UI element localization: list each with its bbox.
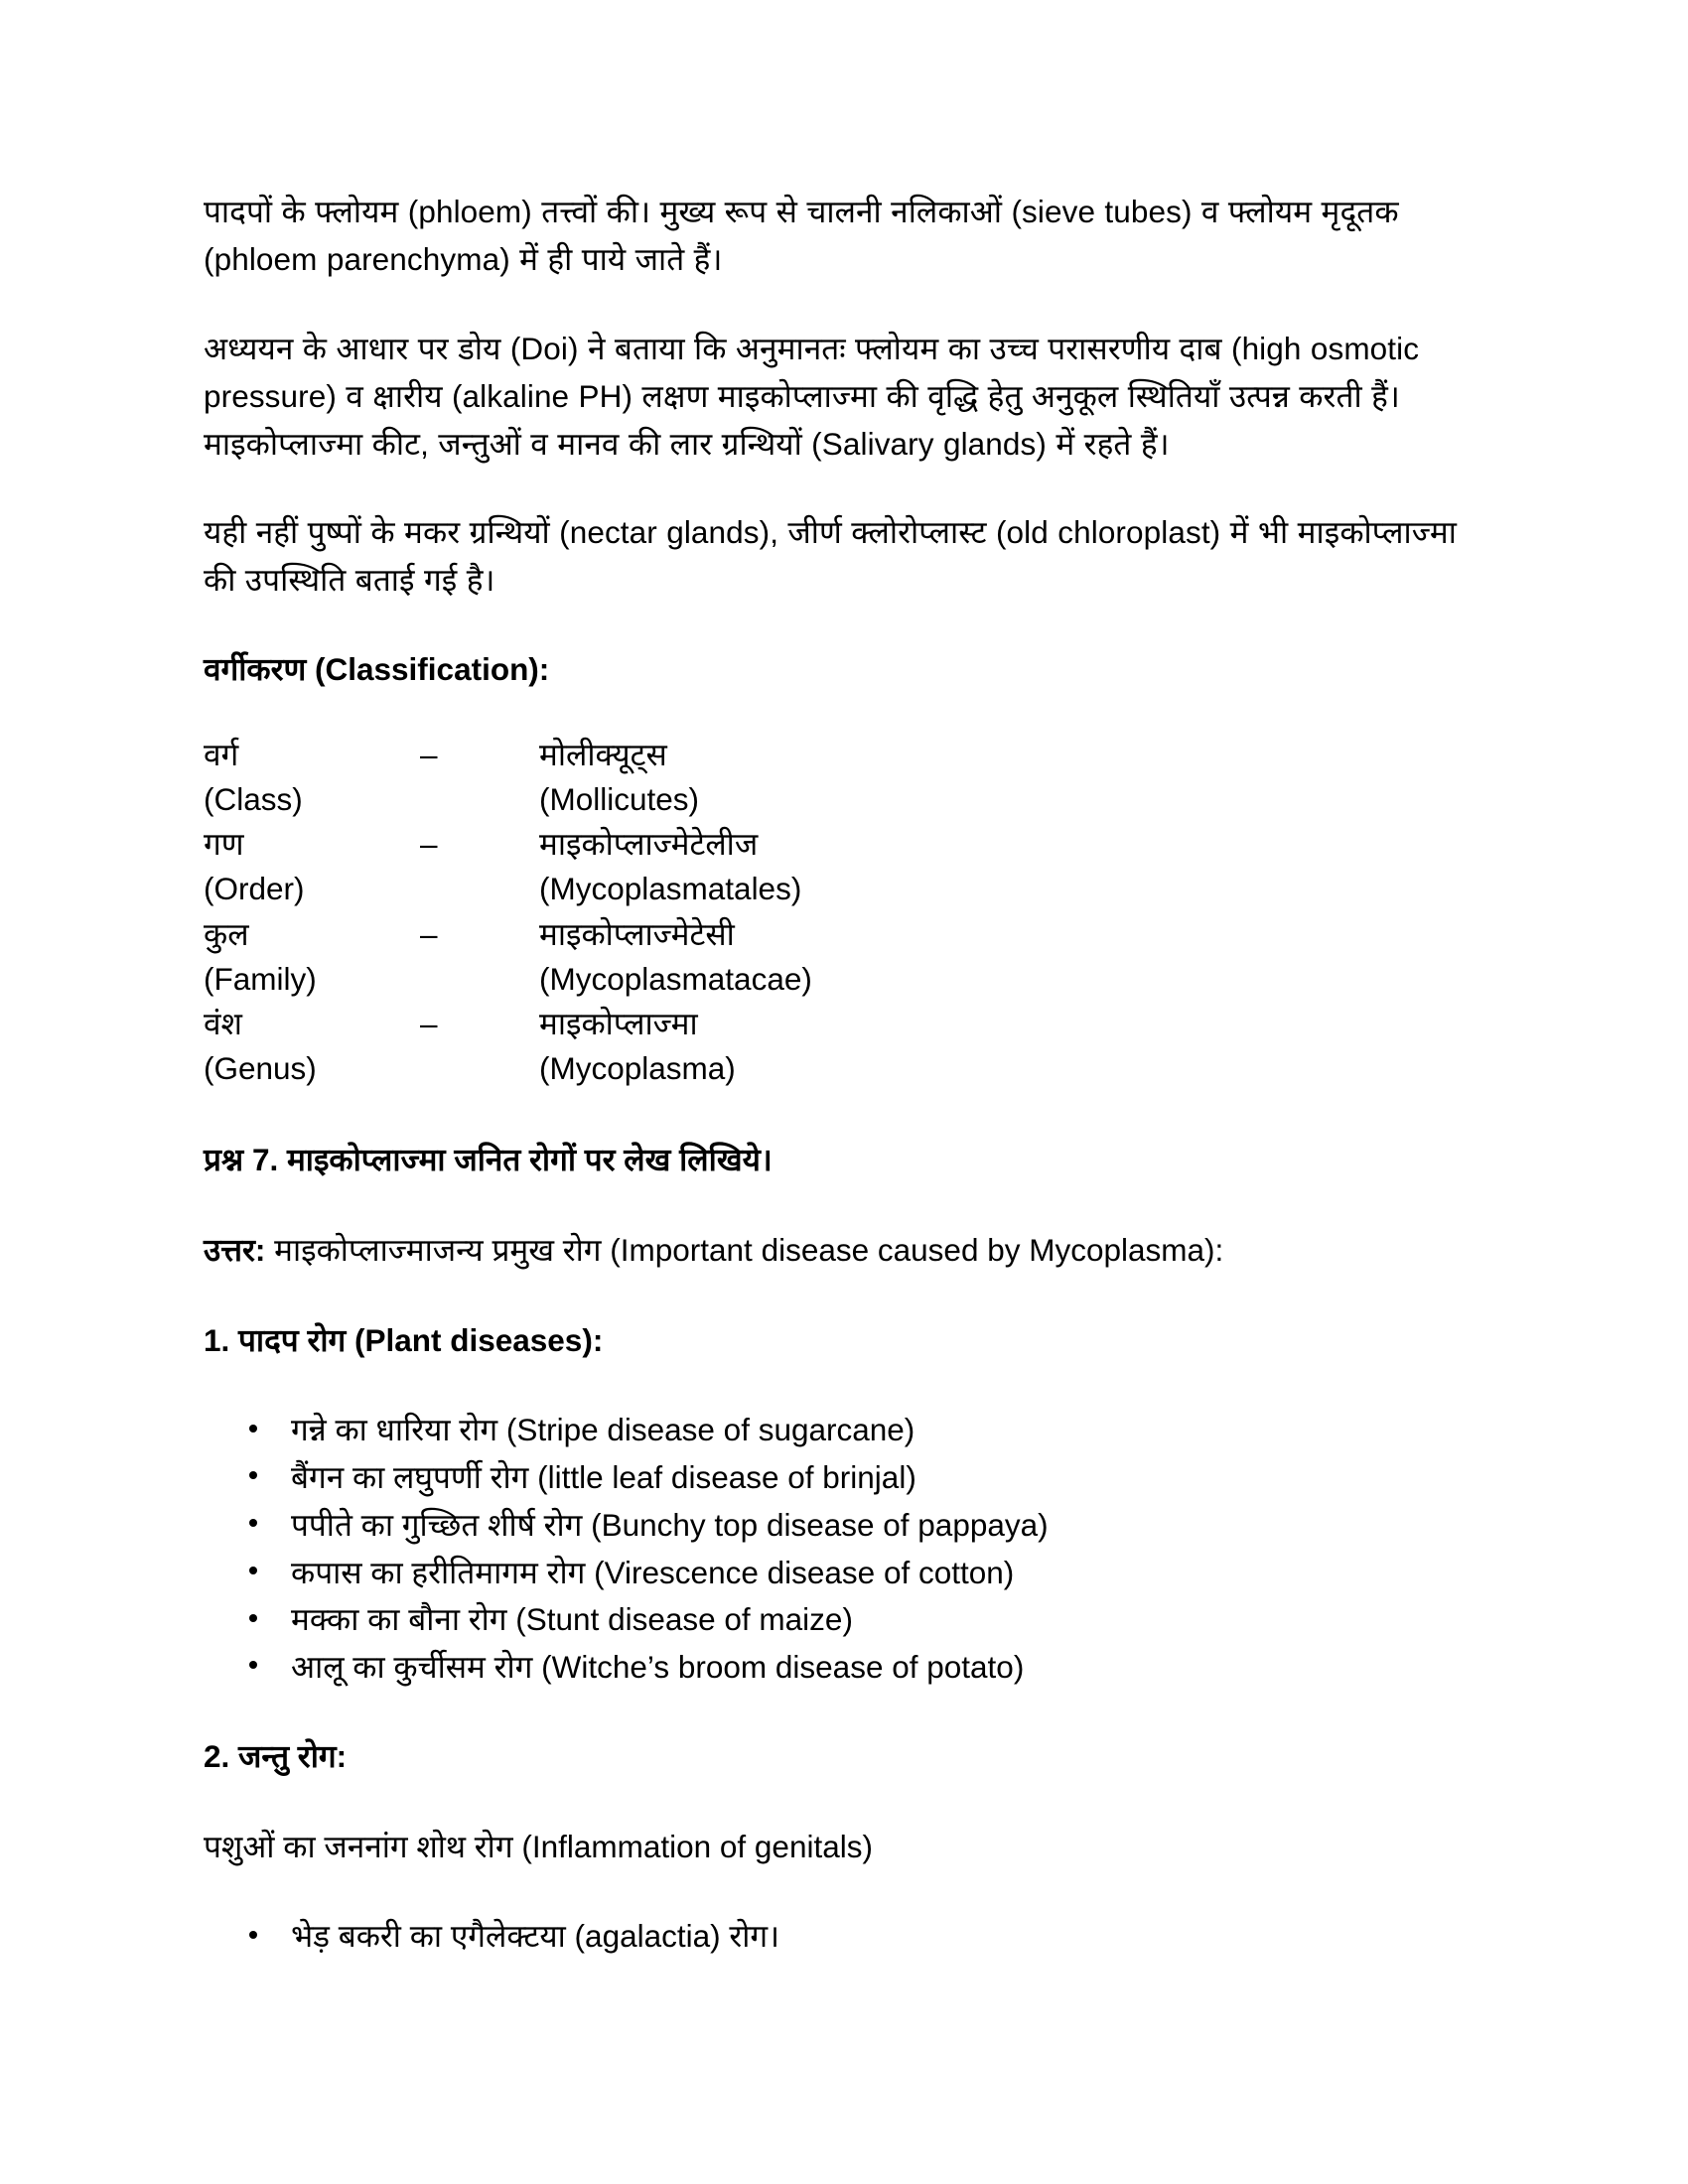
family-name-english: (Mycoplasmatacae): [539, 960, 812, 997]
classification-heading: वर्गीकरण (Classification):: [204, 651, 550, 688]
family-name-hindi: माइकोप्लाज्मेटेसी: [539, 915, 735, 952]
class-dash: –: [420, 737, 438, 773]
bullet-icon: [249, 1614, 257, 1622]
order-rank-english: (Order): [204, 871, 305, 907]
table-row: [204, 777, 812, 822]
order-dash-empty: [420, 867, 539, 911]
table-row: [204, 957, 812, 1002]
bullet-icon: [249, 1931, 257, 1939]
genus-name-english: (Mycoplasma): [539, 1049, 736, 1086]
order-rank-hindi: गण: [204, 826, 244, 863]
animal-diseases-list: [204, 1914, 1484, 1959]
document-content: [204, 189, 1484, 1959]
classification-table: [204, 733, 812, 1090]
list-item: [291, 1597, 1484, 1642]
bullet-icon: [249, 1567, 257, 1574]
bullet-icon: [249, 1425, 257, 1433]
answer-line: [204, 1227, 1484, 1274]
class-rank-english: (Class): [204, 781, 303, 818]
class-name-english: (Mollicutes): [539, 781, 700, 818]
list-item: [291, 1503, 1484, 1548]
genus-dash: –: [420, 1005, 438, 1041]
class-dash-empty: [420, 777, 539, 822]
question-heading: प्रश्न 7. माइकोप्लाज्मा जनित रोगों पर लेख लिखिये।: [204, 1141, 773, 1177]
order-name-english: (Mycoplasmatales): [539, 871, 802, 907]
paragraph-nectar-glands: यही नहीं पुष्पों के मकर ग्रन्थियों (nectar glands), जीर्ण क्लोरोप्लास्ट (old chloroplast) में भी माइकोप्लाज्मा की उपस्थिति बताई गई है।: [204, 514, 1457, 599]
bullet-icon: [249, 1519, 257, 1527]
table-row: [204, 1046, 812, 1091]
genus-rank-hindi: वंश: [204, 1005, 242, 1041]
family-rank-english: (Family): [204, 960, 317, 997]
list-item-text: गन्ने का धारिया रोग (Stripe disease of sugarcane): [291, 1412, 915, 1448]
paragraph-doi-study: अध्ययन के आधार पर डोय (Doi) ने बताया कि अनुमानतः फ्लोयम का उच्च परासरणीय दाब (high osmotic pressure) व क्षारीय (alkaline PH) लक्षण माइकोप्लाज्मा की वृद्धि हेतु अनुकूल स्थितियाँ उत्पन्न करती हैं। माइकोप्लाज्मा कीट, जन्तुओं व मानव की लार ग्रन्थियों (Salivary glands) में रहते हैं।: [204, 330, 1420, 462]
plant-diseases-list: [204, 1408, 1484, 1689]
genus-dash-empty: [420, 1046, 539, 1091]
bullet-icon: [249, 1471, 257, 1479]
list-item-text: भेड़ बकरी का एगैलेक्टया (agalactia) रोग।: [291, 1918, 780, 1955]
order-dash: –: [420, 826, 438, 863]
family-rank-hindi: कुल: [204, 915, 249, 952]
paragraph-phloem-elements: पादपों के फ्लोयम (phloem) तत्त्वों की। मुख्य रूप से चालनी नलिकाओं (sieve tubes) व फ्लोयम मृदूतक (phloem parenchyma) में ही पाये जाते हैं।: [204, 194, 1399, 277]
table-row: [204, 822, 812, 867]
list-item: [291, 1645, 1484, 1690]
plant-diseases-heading: 1. पादप रोग (Plant diseases):: [204, 1322, 604, 1359]
list-item-text: मक्का का बौना रोग (Stunt disease of maize): [291, 1601, 853, 1638]
list-item-text: बैंगन का लघुपर्णी रोग (little leaf disease of brinjal): [291, 1459, 916, 1496]
family-dash-empty: [420, 957, 539, 1002]
list-item: [291, 1455, 1484, 1500]
class-name-hindi: मोलीक्यूट्स: [539, 737, 667, 773]
list-item-text: आलू का कुर्चीसम रोग (Witche’s broom disease of potato): [291, 1648, 1025, 1685]
genus-name-hindi: माइकोप्लाज्मा: [539, 1005, 698, 1041]
list-item: [291, 1551, 1484, 1595]
class-rank-hindi: वर्ग: [204, 737, 239, 773]
animal-diseases-heading: 2. जन्तु रोग:: [204, 1737, 348, 1774]
answer-label: उत्तर:: [204, 1231, 266, 1268]
order-name-hindi: माइकोप्लाज्मेटेलीज: [539, 826, 759, 863]
list-item-text: पपीते का गुच्छित शीर्ष रोग (Bunchy top disease of pappaya): [291, 1506, 1049, 1543]
family-dash: –: [420, 915, 438, 952]
table-row: [204, 912, 812, 957]
answer-text: माइकोप्लाज्माजन्य प्रमुख रोग (Important disease caused by Mycoplasma):: [265, 1231, 1224, 1268]
table-row: [204, 867, 812, 911]
animal-diseases-intro: पशुओं का जननांग शोथ रोग (Inflammation of genitals): [204, 1828, 873, 1864]
list-item: [291, 1408, 1484, 1452]
table-row: [204, 1002, 812, 1046]
table-row: [204, 733, 812, 777]
list-item: [291, 1914, 1484, 1959]
list-item-text: कपास का हरीतिमागम रोग (Virescence disease of cotton): [291, 1554, 1015, 1590]
genus-rank-english: (Genus): [204, 1049, 317, 1086]
bullet-icon: [249, 1661, 257, 1669]
